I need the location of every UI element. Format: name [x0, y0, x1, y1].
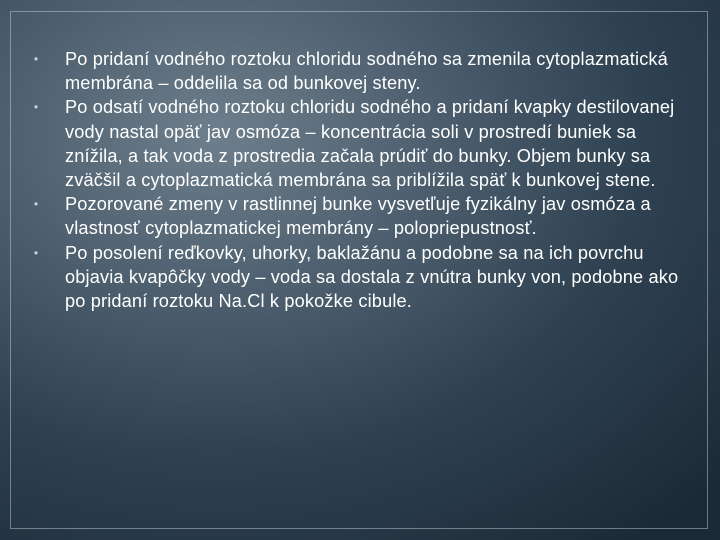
- bullet-dot-icon: •: [33, 245, 39, 260]
- bullet-text: Po posolení reďkovky, uhorky, baklažánu a podobne sa na ich povrchu objavia kvapôčky vody – voda sa dostala z vnútra bunky von, podobne ako po pridaní roztoku Na.Cl k pokožke cibule.: [65, 242, 679, 312]
- bullet-text: Po pridaní vodného roztoku chloridu sodného sa zmenila cytoplazmatická membrána – oddelila sa od bunkovej steny.: [65, 49, 668, 94]
- bullet-dot-icon: •: [33, 100, 39, 115]
- bullet-list: [30, 47, 690, 313]
- bullet-dot-icon: •: [33, 52, 39, 66]
- bullet-text: Po odsatí vodného roztoku chloridu sodného a pridaní kvapky destilovanej vody nastal opäť jav osmóza – koncentrácia soli v prostredí buniek sa znížila, a tak voda z prostredia začala prúdiť do bunky. Objem bunky sa zväčšil a cytoplazmatická membrána sa priblížila späť k bunkovej stene.: [65, 97, 675, 191]
- bullet-dot-icon: •: [33, 197, 39, 212]
- bullet-item-1: [30, 47, 690, 95]
- bullet-item-4: [30, 241, 690, 314]
- bullet-item-2: [30, 95, 690, 192]
- bullet-text: Pozorované zmeny v rastlinnej bunke vysvetľuje fyzikálny jav osmóza a vlastnosť cytoplazmatickej membrány – polopriepustnosť.: [65, 194, 651, 239]
- bullet-item-3: [30, 192, 690, 240]
